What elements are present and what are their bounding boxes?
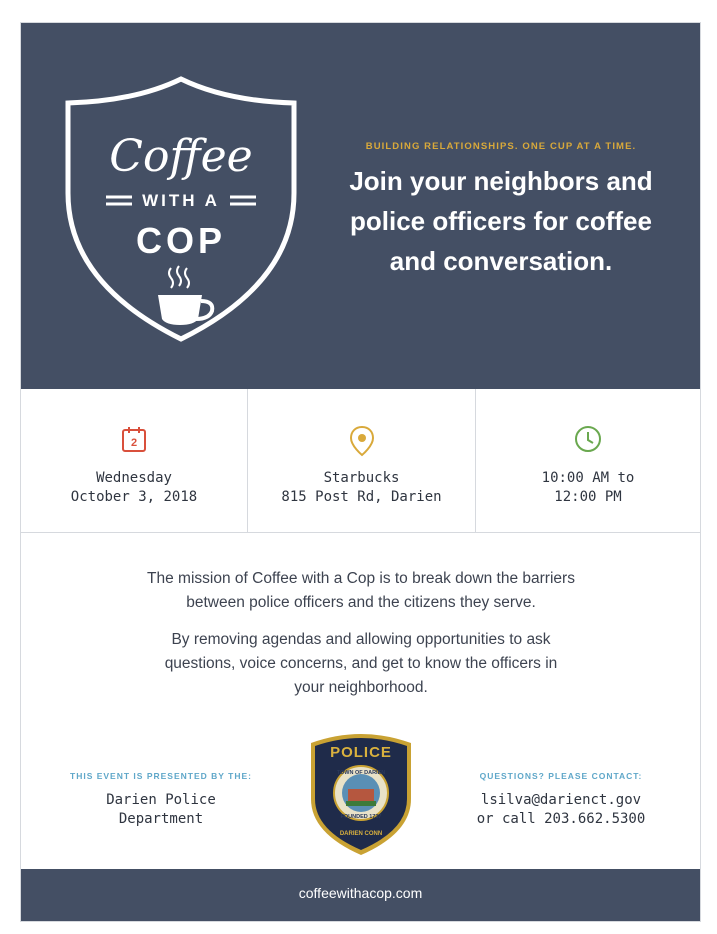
detail-date bbox=[21, 389, 248, 532]
mission-paragraph-1: The mission of Coffee with a Cop is to break down the barriers between police officers and the citizens they serve. bbox=[147, 570, 575, 611]
svg-text:DARIEN CONN: DARIEN CONN bbox=[339, 831, 383, 837]
flyer bbox=[20, 22, 701, 922]
mission-paragraph-2: By removing agendas and allowing opportunities to ask questions, voice concerns, and get to know the officers in your neighborhood. bbox=[164, 631, 558, 696]
svg-text:TOWN OF DARIEN: TOWN OF DARIEN bbox=[336, 770, 386, 776]
tagline: BUILDING RELATIONSHIPS. ONE CUP AT A TIME. bbox=[365, 141, 637, 152]
clock-icon bbox=[574, 425, 602, 453]
presenter-label: THIS EVENT IS PRESENTED BY THE: bbox=[70, 771, 252, 781]
website-link[interactable]: coffeewithacop.com bbox=[298, 885, 423, 901]
svg-text:COP: COP bbox=[135, 220, 227, 261]
mission-statement bbox=[81, 567, 641, 713]
presenter-block bbox=[51, 771, 271, 829]
detail-time bbox=[476, 389, 700, 532]
contact-label: QUESTIONS? PLEASE CONTACT: bbox=[479, 771, 643, 781]
date-full: October 3, 2018 bbox=[70, 489, 198, 505]
hero-banner bbox=[21, 23, 700, 389]
svg-text:WITH A: WITH A bbox=[142, 191, 220, 210]
calendar-icon bbox=[121, 425, 147, 453]
presenter-name-line-1: Darien Police bbox=[106, 792, 216, 808]
detail-location bbox=[248, 389, 476, 532]
coffee-cup-icon bbox=[158, 266, 212, 325]
svg-text:FOUNDED 1737: FOUNDED 1737 bbox=[340, 814, 382, 820]
presenter-name-line-2: Department bbox=[118, 811, 204, 827]
svg-text:2: 2 bbox=[130, 437, 138, 449]
svg-text:POLICE: POLICE bbox=[330, 744, 392, 761]
contact-block bbox=[451, 771, 671, 829]
coffee-with-a-cop-logo bbox=[58, 73, 304, 345]
contact-email[interactable]: lsilva@darienct.gov bbox=[480, 792, 642, 808]
svg-text:Coffee: Coffee bbox=[109, 131, 253, 182]
venue-address: 815 Post Rd, Darien bbox=[281, 489, 442, 505]
contact-phone: or call 203.662.5300 bbox=[476, 811, 646, 827]
police-patch-logo bbox=[305, 729, 417, 859]
date-day: Wednesday bbox=[96, 470, 172, 486]
time-end: 12:00 PM bbox=[554, 489, 622, 505]
event-details bbox=[21, 389, 700, 533]
location-pin-icon bbox=[349, 425, 375, 457]
footer-bar bbox=[21, 869, 700, 921]
headline: Join your neighbors and police officers for coffee and conversation. bbox=[349, 166, 653, 276]
time-start: 10:00 AM to bbox=[541, 470, 635, 486]
venue-name: Starbucks bbox=[323, 470, 400, 486]
